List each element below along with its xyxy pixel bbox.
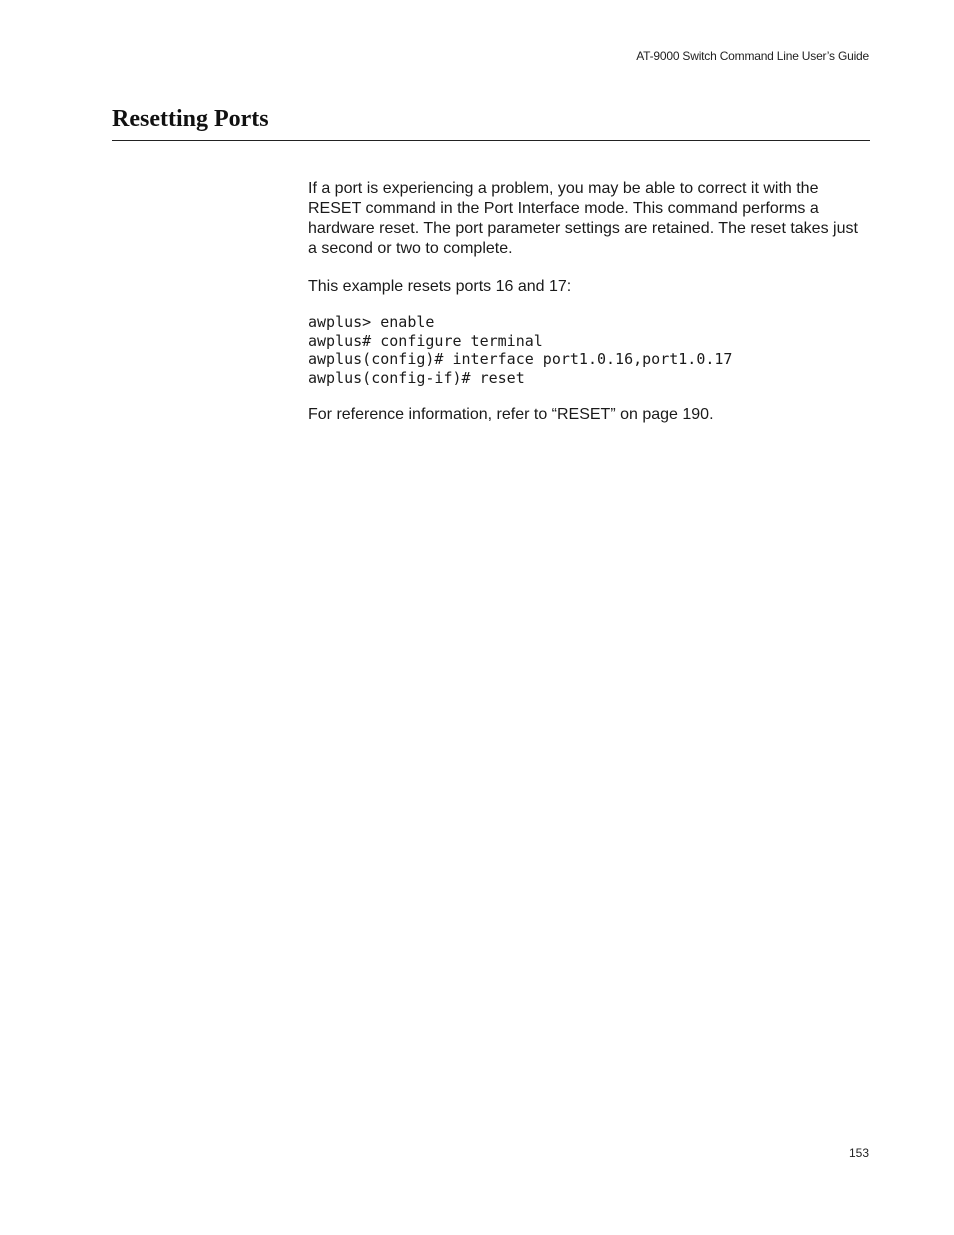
page-number: 153: [848, 1146, 869, 1160]
code-line: awplus# configure terminal: [308, 331, 543, 350]
code-line: awplus> enable: [308, 313, 435, 331]
title-underline: [112, 140, 870, 141]
intro-paragraph: If a port is experiencing a problem, you may be able to correct it with the RESET command in the Port Interface mode. This command performs a hardware reset. The port parameter settings are retained. The reset takes just a second or two to complete.: [308, 180, 858, 257]
example-intro-paragraph: This example resets ports 16 and 17:: [308, 278, 572, 295]
command-example: [308, 313, 870, 388]
body-content: [308, 179, 870, 425]
section-title: Resetting Ports: [112, 106, 269, 132]
code-line: awplus(config)# interface port1.0.16,port1.0.17: [308, 350, 733, 369]
running-header: AT-9000 Switch Command Line User’s Guide: [636, 49, 869, 63]
reference-paragraph: For reference information, refer to “RESET” on page 190.: [308, 405, 714, 423]
code-line: awplus(config-if)# reset: [308, 369, 525, 388]
